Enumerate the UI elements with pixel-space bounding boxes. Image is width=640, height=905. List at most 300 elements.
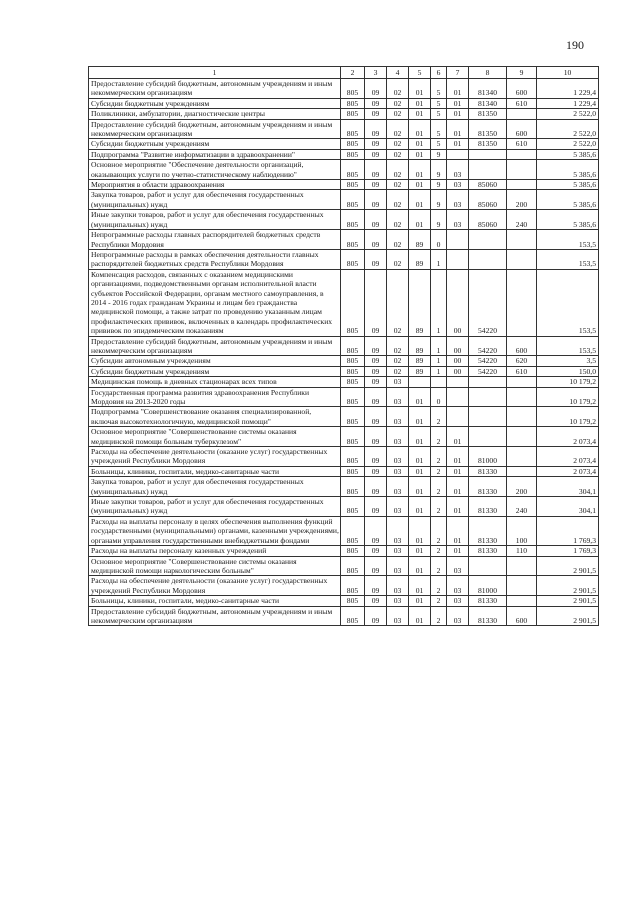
expense-code-cell: [469, 427, 507, 447]
activity-code-cell: 01: [447, 516, 469, 545]
amount-cell: 2 901,5: [537, 596, 599, 606]
subsection-code-cell: 02: [387, 249, 409, 269]
subprogram-code-cell: 2: [431, 466, 447, 476]
subsection-code-cell: 03: [387, 387, 409, 407]
program-code-cell: 01: [409, 477, 431, 497]
table-row: [89, 576, 599, 596]
activity-code-cell: 01: [447, 546, 469, 556]
subprogram-code-cell: 2: [431, 477, 447, 497]
ministry-code-cell: 805: [341, 477, 365, 497]
table-row: [89, 596, 599, 606]
activity-code-cell: [447, 149, 469, 159]
subprogram-code-cell: 2: [431, 497, 447, 517]
row-name-cell: Больницы, клиники, госпитали, медико-санитарные части: [89, 596, 341, 606]
subprogram-code-cell: 0: [431, 387, 447, 407]
section-code-cell: 09: [365, 407, 387, 427]
amount-cell: 5 385,6: [537, 210, 599, 230]
program-code-cell: 01: [409, 556, 431, 576]
expense-code-cell: [469, 556, 507, 576]
ministry-code-cell: 805: [341, 149, 365, 159]
section-code-cell: 09: [365, 139, 387, 149]
amount-cell: 1 229,4: [537, 79, 599, 99]
table-row: [89, 387, 599, 407]
section-code-cell: 09: [365, 377, 387, 387]
ministry-code-cell: 805: [341, 160, 365, 180]
section-code-cell: 09: [365, 447, 387, 467]
subsection-code-cell: 03: [387, 407, 409, 427]
activity-code-cell: 03: [447, 556, 469, 576]
amount-cell: 2 522,0: [537, 109, 599, 119]
expense-type-cell: [507, 269, 537, 336]
program-code-cell: 01: [409, 546, 431, 556]
ministry-code-cell: 805: [341, 596, 365, 606]
subsection-code-cell: 02: [387, 98, 409, 108]
expense-code-cell: 81000: [469, 447, 507, 467]
expense-type-cell: [507, 387, 537, 407]
subsection-code-cell: 02: [387, 109, 409, 119]
expense-type-cell: 620: [507, 356, 537, 366]
section-code-cell: 09: [365, 576, 387, 596]
amount-cell: 304,1: [537, 497, 599, 517]
amount-cell: 10 179,2: [537, 387, 599, 407]
ministry-code-cell: 805: [341, 546, 365, 556]
expense-type-cell: [507, 160, 537, 180]
amount-cell: 2 901,5: [537, 556, 599, 576]
table-row: [89, 249, 599, 269]
row-name-cell: Основное мероприятие "Обеспечение деятельности организаций, оказывающих услуги по учетно-статистическому наблюдению": [89, 160, 341, 180]
expense-type-cell: [507, 466, 537, 476]
subsection-code-cell: 02: [387, 269, 409, 336]
subsection-code-cell: 02: [387, 149, 409, 159]
subprogram-code-cell: 2: [431, 546, 447, 556]
expense-type-cell: 240: [507, 210, 537, 230]
activity-code-cell: 03: [447, 606, 469, 626]
table-row: [89, 427, 599, 447]
expense-type-cell: 600: [507, 606, 537, 626]
expense-code-cell: [469, 387, 507, 407]
program-code-cell: 01: [409, 466, 431, 476]
section-code-cell: 09: [365, 119, 387, 139]
expense-code-cell: 81330: [469, 497, 507, 517]
amount-cell: 5 385,6: [537, 180, 599, 190]
expense-type-cell: 600: [507, 119, 537, 139]
activity-code-cell: 03: [447, 210, 469, 230]
row-name-cell: Основное мероприятие "Совершенствование системы оказания медицинской помощи больным туберкулезом": [89, 427, 341, 447]
subsection-code-cell: 03: [387, 427, 409, 447]
column-header: 1: [89, 67, 341, 79]
section-code-cell: 09: [365, 387, 387, 407]
table-row: [89, 160, 599, 180]
table-row: [89, 556, 599, 576]
amount-cell: 1 769,3: [537, 546, 599, 556]
program-code-cell: 01: [409, 79, 431, 99]
row-name-cell: Компенсация расходов, связанных с оказанием медицинскими организациями, подведомственными органам исполнительной власти субъектов Российской Федерации, органам местного самоуправления, в 2014 - 2016 годах гражданам Украины и лицам без гражданства медицинской помощи, а также затрат по проведению указанным лицам профилактических прививок, включенных в календарь профилактических прививок по эпидемическим показаниям: [89, 269, 341, 336]
program-code-cell: 89: [409, 336, 431, 356]
amount-cell: 153,5: [537, 336, 599, 356]
column-header: 5: [409, 67, 431, 79]
amount-cell: 10 179,2: [537, 407, 599, 427]
ministry-code-cell: 805: [341, 249, 365, 269]
row-name-cell: Расходы на обеспечение деятельности (оказание услуг) государственных учреждений Республики Мордовия: [89, 576, 341, 596]
program-code-cell: 89: [409, 366, 431, 376]
expense-type-cell: [507, 576, 537, 596]
expense-code-cell: 81330: [469, 596, 507, 606]
subprogram-code-cell: 1: [431, 366, 447, 376]
activity-code-cell: 03: [447, 180, 469, 190]
section-code-cell: 09: [365, 160, 387, 180]
table-row: [89, 606, 599, 626]
row-name-cell: Субсидии бюджетным учреждениям: [89, 98, 341, 108]
amount-cell: 3,5: [537, 356, 599, 366]
ministry-code-cell: 805: [341, 269, 365, 336]
activity-code-cell: [447, 377, 469, 387]
section-code-cell: 09: [365, 210, 387, 230]
activity-code-cell: 01: [447, 466, 469, 476]
row-name-cell: Закупка товаров, работ и услуг для обеспечения государственных (муниципальных) нужд: [89, 190, 341, 210]
expense-code-cell: 81340: [469, 98, 507, 108]
row-name-cell: Предоставление субсидий бюджетным, автономным учреждениям и иным некоммерческим организациям: [89, 336, 341, 356]
activity-code-cell: 01: [447, 447, 469, 467]
column-header: 7: [447, 67, 469, 79]
table-row: [89, 356, 599, 366]
program-code-cell: 89: [409, 356, 431, 366]
expense-code-cell: 81330: [469, 477, 507, 497]
activity-code-cell: [447, 387, 469, 407]
table-row: [89, 336, 599, 356]
table-row: [89, 180, 599, 190]
expense-code-cell: 81340: [469, 79, 507, 99]
subprogram-code-cell: 0: [431, 230, 447, 250]
column-header: 2: [341, 67, 365, 79]
subsection-code-cell: 03: [387, 497, 409, 517]
row-name-cell: Больницы, клиники, госпитали, медико-санитарные части: [89, 466, 341, 476]
subsection-code-cell: 03: [387, 516, 409, 545]
section-code-cell: 09: [365, 180, 387, 190]
expense-type-cell: [507, 109, 537, 119]
ministry-code-cell: 805: [341, 356, 365, 366]
row-name-cell: Расходы на обеспечение деятельности (оказание услуг) государственных учреждений Республики Мордовия: [89, 447, 341, 467]
ministry-code-cell: 805: [341, 466, 365, 476]
subsection-code-cell: 03: [387, 606, 409, 626]
subprogram-code-cell: 2: [431, 407, 447, 427]
subprogram-code-cell: 9: [431, 190, 447, 210]
activity-code-cell: 03: [447, 190, 469, 210]
activity-code-cell: 01: [447, 477, 469, 497]
table-row: [89, 149, 599, 159]
activity-code-cell: 00: [447, 269, 469, 336]
row-name-cell: Иные закупки товаров, работ и услуг для обеспечения государственных (муниципальных) нужд: [89, 210, 341, 230]
ministry-code-cell: 805: [341, 497, 365, 517]
row-name-cell: Государственная программа развития здравоохранения Республики Мордовия на 2013-2020 годы: [89, 387, 341, 407]
activity-code-cell: 01: [447, 139, 469, 149]
subsection-code-cell: 02: [387, 139, 409, 149]
subsection-code-cell: 02: [387, 356, 409, 366]
expense-type-cell: [507, 149, 537, 159]
expense-type-cell: 600: [507, 336, 537, 356]
subprogram-code-cell: 2: [431, 606, 447, 626]
ministry-code-cell: 805: [341, 109, 365, 119]
column-header: 10: [537, 67, 599, 79]
subprogram-code-cell: 1: [431, 269, 447, 336]
table-row: [89, 377, 599, 387]
row-name-cell: Расходы на выплаты персоналу в целях обеспечения выполнения функций государственными (муниципальными) органами, казенными учреждениями, органами управления государственными внебюджетными фондами: [89, 516, 341, 545]
activity-code-cell: 01: [447, 497, 469, 517]
section-code-cell: 09: [365, 516, 387, 545]
expense-code-cell: [469, 249, 507, 269]
expense-code-cell: 81350: [469, 119, 507, 139]
program-code-cell: 01: [409, 160, 431, 180]
program-code-cell: 01: [409, 427, 431, 447]
expense-code-cell: 85060: [469, 190, 507, 210]
subprogram-code-cell: 9: [431, 160, 447, 180]
table-row: [89, 516, 599, 545]
budget-table: [88, 66, 599, 626]
ministry-code-cell: 805: [341, 427, 365, 447]
subsection-code-cell: 03: [387, 576, 409, 596]
expense-type-cell: [507, 596, 537, 606]
expense-code-cell: [469, 230, 507, 250]
row-name-cell: Основное мероприятие "Совершенствование системы оказания медицинской помощи наркологическим больным": [89, 556, 341, 576]
expense-type-cell: [507, 230, 537, 250]
subprogram-code-cell: 5: [431, 119, 447, 139]
ministry-code-cell: 805: [341, 447, 365, 467]
table-row: [89, 139, 599, 149]
section-code-cell: 09: [365, 427, 387, 447]
ministry-code-cell: 805: [341, 576, 365, 596]
section-code-cell: 09: [365, 596, 387, 606]
expense-code-cell: 81350: [469, 139, 507, 149]
ministry-code-cell: 805: [341, 190, 365, 210]
program-code-cell: 01: [409, 149, 431, 159]
table-row: [89, 210, 599, 230]
program-code-cell: 01: [409, 190, 431, 210]
row-name-cell: Непрограммные расходы в рамках обеспечения деятельности главных распорядителей бюджетных средств Республики Мордовия: [89, 249, 341, 269]
table-row: [89, 269, 599, 336]
expense-code-cell: 81330: [469, 606, 507, 626]
program-code-cell: 01: [409, 180, 431, 190]
column-header: 4: [387, 67, 409, 79]
expense-code-cell: 81000: [469, 576, 507, 596]
ministry-code-cell: 805: [341, 377, 365, 387]
table-row: [89, 366, 599, 376]
amount-cell: 2 073,4: [537, 427, 599, 447]
expense-type-cell: [507, 249, 537, 269]
row-name-cell: Расходы на выплаты персоналу казенных учреждений: [89, 546, 341, 556]
ministry-code-cell: 805: [341, 556, 365, 576]
activity-code-cell: 01: [447, 98, 469, 108]
program-code-cell: 89: [409, 249, 431, 269]
ministry-code-cell: 805: [341, 387, 365, 407]
ministry-code-cell: 805: [341, 79, 365, 99]
amount-cell: 2 901,5: [537, 576, 599, 596]
column-header: 3: [365, 67, 387, 79]
section-code-cell: 09: [365, 356, 387, 366]
section-code-cell: 09: [365, 109, 387, 119]
program-code-cell: 01: [409, 576, 431, 596]
expense-type-cell: 240: [507, 497, 537, 517]
subsection-code-cell: 02: [387, 336, 409, 356]
amount-cell: 304,1: [537, 477, 599, 497]
subprogram-code-cell: 9: [431, 210, 447, 230]
expense-code-cell: 81350: [469, 109, 507, 119]
subsection-code-cell: 02: [387, 119, 409, 139]
ministry-code-cell: 805: [341, 119, 365, 139]
program-code-cell: 01: [409, 98, 431, 108]
program-code-cell: 89: [409, 269, 431, 336]
activity-code-cell: [447, 249, 469, 269]
table-row: [89, 447, 599, 467]
amount-cell: 2 522,0: [537, 139, 599, 149]
amount-cell: 153,5: [537, 230, 599, 250]
subprogram-code-cell: 5: [431, 109, 447, 119]
column-header: 8: [469, 67, 507, 79]
row-name-cell: Мероприятия в области здравоохранения: [89, 180, 341, 190]
activity-code-cell: 01: [447, 427, 469, 447]
program-code-cell: 01: [409, 387, 431, 407]
table-row: [89, 407, 599, 427]
expense-code-cell: [469, 160, 507, 180]
column-header: 9: [507, 67, 537, 79]
section-code-cell: 09: [365, 606, 387, 626]
activity-code-cell: [447, 230, 469, 250]
amount-cell: 5 385,6: [537, 160, 599, 180]
ministry-code-cell: 805: [341, 180, 365, 190]
subprogram-code-cell: 1: [431, 356, 447, 366]
activity-code-cell: 03: [447, 596, 469, 606]
subprogram-code-cell: 1: [431, 249, 447, 269]
expense-type-cell: [507, 556, 537, 576]
row-name-cell: Субсидии бюджетным учреждениям: [89, 139, 341, 149]
subprogram-code-cell: 2: [431, 427, 447, 447]
expense-type-cell: [507, 377, 537, 387]
activity-code-cell: 00: [447, 356, 469, 366]
table-row: [89, 497, 599, 517]
row-name-cell: Подпрограмма "Совершенствование оказания специализированной, включая высокотехнологичную, медицинской помощи": [89, 407, 341, 427]
activity-code-cell: 03: [447, 160, 469, 180]
subsection-code-cell: 03: [387, 377, 409, 387]
section-code-cell: 09: [365, 190, 387, 210]
section-code-cell: 09: [365, 497, 387, 517]
expense-code-cell: 81330: [469, 516, 507, 545]
subsection-code-cell: 03: [387, 556, 409, 576]
subprogram-code-cell: 2: [431, 576, 447, 596]
row-name-cell: Субсидии бюджетным учреждениям: [89, 366, 341, 376]
activity-code-cell: 00: [447, 366, 469, 376]
section-code-cell: 09: [365, 98, 387, 108]
table-row: [89, 477, 599, 497]
ministry-code-cell: 805: [341, 516, 365, 545]
amount-cell: 2 901,5: [537, 606, 599, 626]
program-code-cell: 01: [409, 516, 431, 545]
table-row: [89, 190, 599, 210]
amount-cell: 5 385,6: [537, 149, 599, 159]
expense-code-cell: [469, 377, 507, 387]
section-code-cell: 09: [365, 366, 387, 376]
expense-type-cell: 100: [507, 516, 537, 545]
program-code-cell: 01: [409, 497, 431, 517]
expense-type-cell: [507, 180, 537, 190]
section-code-cell: 09: [365, 149, 387, 159]
table-row: [89, 79, 599, 99]
amount-cell: 153,5: [537, 249, 599, 269]
expense-code-cell: 85060: [469, 180, 507, 190]
subsection-code-cell: 02: [387, 79, 409, 99]
subsection-code-cell: 02: [387, 230, 409, 250]
table-row: [89, 466, 599, 476]
subsection-code-cell: 02: [387, 190, 409, 210]
section-code-cell: 09: [365, 269, 387, 336]
section-code-cell: 09: [365, 230, 387, 250]
program-code-cell: 01: [409, 606, 431, 626]
subsection-code-cell: 03: [387, 447, 409, 467]
expense-type-cell: 610: [507, 98, 537, 108]
activity-code-cell: 01: [447, 109, 469, 119]
program-code-cell: 01: [409, 447, 431, 467]
activity-code-cell: [447, 407, 469, 427]
section-code-cell: 09: [365, 477, 387, 497]
expense-code-cell: 54220: [469, 366, 507, 376]
table-row: [89, 230, 599, 250]
amount-cell: 153,5: [537, 269, 599, 336]
row-name-cell: Непрограммные расходы главных распорядителей бюджетных средств Республики Мордовия: [89, 230, 341, 250]
subsection-code-cell: 02: [387, 160, 409, 180]
expense-code-cell: 54220: [469, 336, 507, 356]
ministry-code-cell: 805: [341, 98, 365, 108]
section-code-cell: 09: [365, 79, 387, 99]
subprogram-code-cell: 1: [431, 336, 447, 356]
subprogram-code-cell: 5: [431, 139, 447, 149]
row-name-cell: Подпрограмма "Развитие информатизации в здравоохранении": [89, 149, 341, 159]
program-code-cell: 01: [409, 407, 431, 427]
ministry-code-cell: 805: [341, 139, 365, 149]
ministry-code-cell: 805: [341, 606, 365, 626]
row-name-cell: Медицинская помощь в дневных стационарах всех типов: [89, 377, 341, 387]
table-row: [89, 119, 599, 139]
activity-code-cell: 01: [447, 119, 469, 139]
subprogram-code-cell: 5: [431, 98, 447, 108]
subprogram-code-cell: 2: [431, 556, 447, 576]
row-name-cell: Предоставление субсидий бюджетным, автономным учреждениям и иным некоммерческим организациям: [89, 79, 341, 99]
expense-type-cell: 600: [507, 79, 537, 99]
expense-type-cell: 610: [507, 366, 537, 376]
activity-code-cell: 03: [447, 576, 469, 596]
subsection-code-cell: 03: [387, 596, 409, 606]
amount-cell: 2 073,4: [537, 466, 599, 476]
ministry-code-cell: 805: [341, 210, 365, 230]
page-number: 190: [566, 38, 584, 52]
table-row: [89, 98, 599, 108]
expense-code-cell: [469, 407, 507, 427]
expense-type-cell: 200: [507, 477, 537, 497]
expense-code-cell: 85060: [469, 210, 507, 230]
table-row: [89, 109, 599, 119]
subsection-code-cell: 02: [387, 366, 409, 376]
amount-cell: 1 769,3: [537, 516, 599, 545]
subsection-code-cell: 03: [387, 466, 409, 476]
header-row: [89, 67, 599, 79]
expense-type-cell: 110: [507, 546, 537, 556]
section-code-cell: 09: [365, 556, 387, 576]
activity-code-cell: 00: [447, 336, 469, 356]
expense-code-cell: 81330: [469, 466, 507, 476]
expense-type-cell: [507, 427, 537, 447]
subprogram-code-cell: 9: [431, 180, 447, 190]
expense-type-cell: 200: [507, 190, 537, 210]
subsection-code-cell: 03: [387, 477, 409, 497]
program-code-cell: 89: [409, 230, 431, 250]
row-name-cell: Предоставление субсидий бюджетным, автономным учреждениям и иным некоммерческим организациям: [89, 606, 341, 626]
amount-cell: 1 229,4: [537, 98, 599, 108]
